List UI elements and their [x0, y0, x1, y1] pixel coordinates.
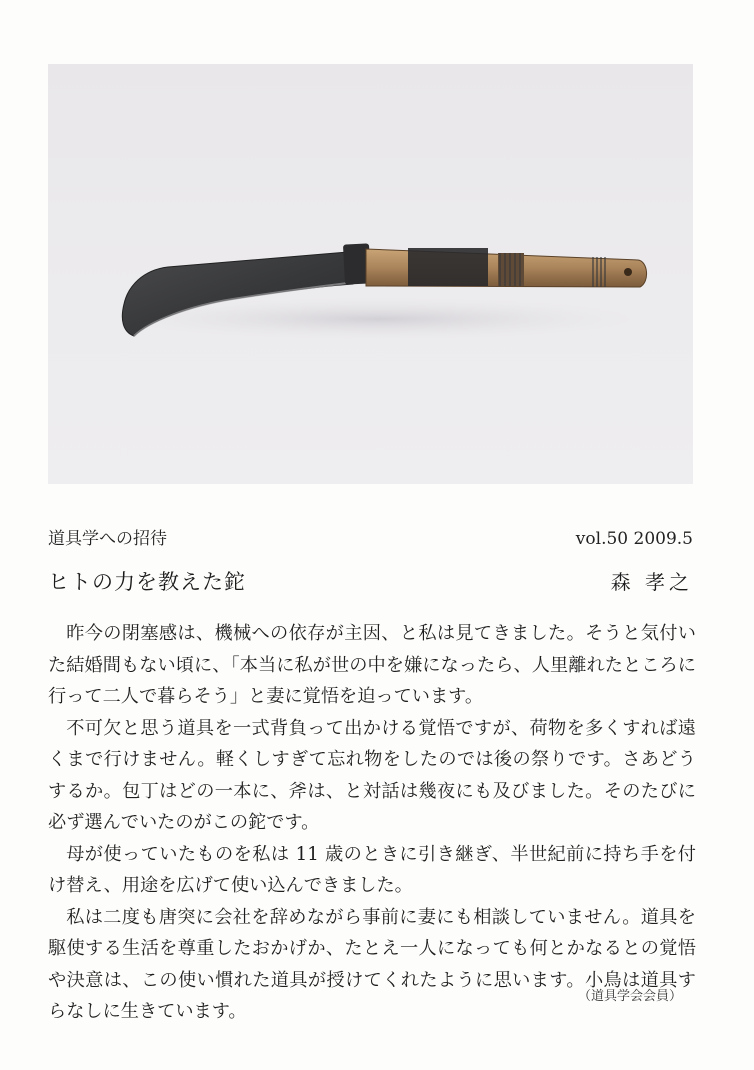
column-header: [48, 524, 693, 549]
article-heading: [48, 566, 693, 596]
article-title: ヒトの力を教えた鉈: [48, 570, 246, 594]
paragraph: 不可欠と思う道具を一式背負って出かける覚悟ですが、荷物を多くすれば遠くまで行けません。軽くしすぎて忘れ物をしたのでは後の祭りです。さあどうするか。包丁はどの一本に、斧は、と対話は幾夜にも及びました。そのたびに必ず選んでいたのがこの鉈です。: [48, 717, 696, 833]
author-affiliation: （道具学会会員）: [578, 989, 683, 1004]
machete-photo: [48, 64, 693, 484]
series-title: 道具学への招待: [48, 529, 167, 549]
paragraph: 母が使っていたものを私は 11 歳のときに引き継ぎ、半世紀前に持ち手を付け替え、用途を広げて使い込んできました。: [48, 843, 696, 896]
machete-illustration: [48, 64, 693, 484]
paragraph: 昨今の閉塞感は、機械への依存が主因、と私は見てきました。そうと気付いた結婚間もない頃に、「本当に私が世の中を嫌になったら、人里離れたところに行って二人で暮らそう」と妻に覚悟を迫っています。: [48, 623, 696, 707]
paragraph: 私は二度も唐突に会社を辞めながら事前に妻にも相談していません。道具を駆使する生活を尊重したおかげか、たとえ一人になっても何とかなるとの覚悟や決意は、この使い慣れた道具が授けてくれたように思います。小鳥は道具すらなしに生きています。: [48, 906, 696, 1022]
article-author: 森 孝之: [610, 570, 693, 594]
issue-number: vol.50 2009.5: [575, 529, 693, 549]
article-body: [48, 618, 696, 1028]
